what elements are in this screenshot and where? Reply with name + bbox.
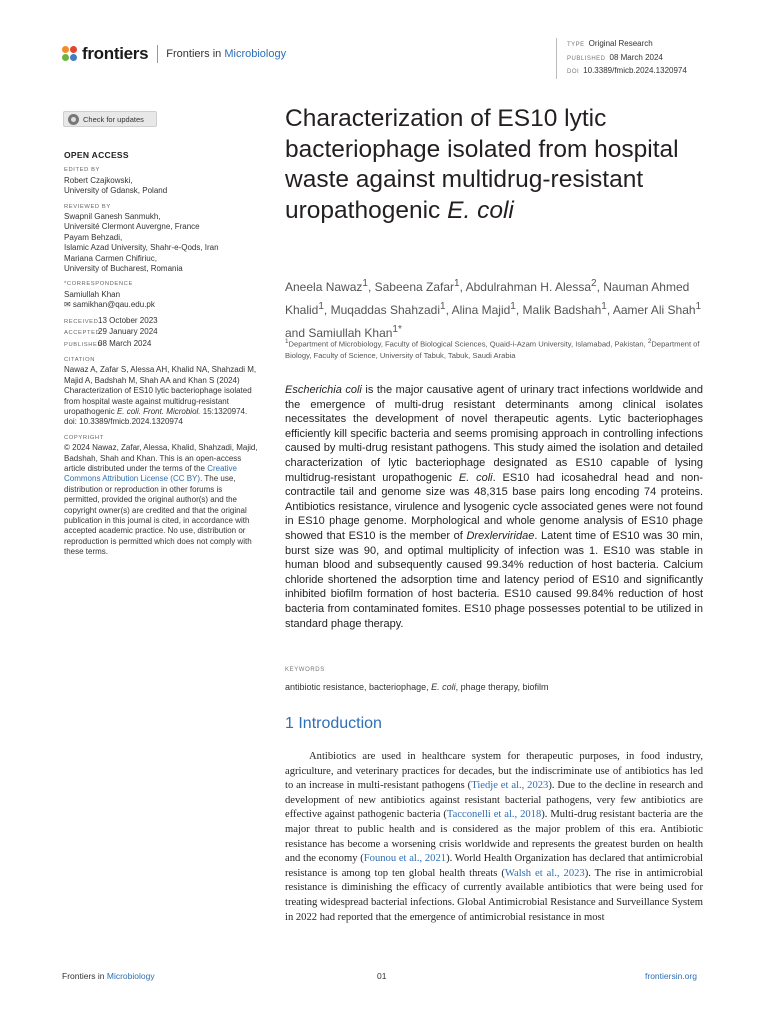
keywords: antibiotic resistance, bacteriophage, E. coli, phage therapy, biofilm bbox=[285, 682, 549, 692]
author-name[interactable]: Nauman Ahmed Khalid bbox=[285, 280, 690, 317]
article-type: Original Research bbox=[588, 39, 653, 48]
footer-site-link[interactable]: frontiersin.org bbox=[645, 971, 697, 981]
author-name[interactable]: Aamer Ali Shah bbox=[612, 303, 696, 317]
ref-link[interactable]: Tiedje et al., 2023 bbox=[471, 780, 549, 792]
author-name[interactable]: Aneela Nawaz bbox=[285, 280, 363, 294]
ref-link[interactable]: Tacconelli et al., 2018 bbox=[446, 809, 542, 821]
author-name[interactable]: Alina Majid bbox=[451, 303, 511, 317]
open-access-label: OPEN ACCESS bbox=[64, 150, 129, 160]
cc-license-link[interactable]: Creative Commons Attribution License (CC BY) bbox=[64, 463, 237, 484]
author-name[interactable]: Sabeena Zafar bbox=[374, 280, 455, 294]
citation-doi[interactable]: doi: 10.3389/fmicb.2024.1320974 bbox=[64, 417, 183, 427]
ref-link[interactable]: Founou et al., 2021 bbox=[363, 853, 447, 865]
section-heading-introduction: 1 Introduction bbox=[285, 715, 382, 732]
frontiers-logo-icon bbox=[62, 46, 78, 62]
abstract: Escherichia coli is the major causative agent of urinary tract infections worldwide and the emergence of multi-drug resistant determinants among clinical isolates necessitates the development of novel therapeutic agents. Lytic bacteriophages efficiently kill specific bacteria and seems promising approach in controlling infections caused by multi-drug resistant pathogens. This study aimed the isolation and detailed characterization of lytic bacteriophage designated as ES10 capable of lysing multidrug-resistant uropathogenic E. coli. ES10 had icosahedral head and non-contractile tail and genome size was 48,315 base pairs long encoding 74 proteins. Antibiotics resistance, virulence and lysogenic cycle associated genes were not found in ES10 phage genome. Morphological and whole genome analysis of ES10 phage showed that ES10 is the member of Drexlerviridae. Latent time of ES10 was 30 min, burst size was 90, and optimal multiplicity of infection was 1. ES10 was stable in human blood and subsequently caused 99.34% reduction of host bacteria. Calcium chloride shortened the adsorption time and latency period of ES10 and significantly inhibited biofilm formation of host bacteria. ES10 caused 99.84% reduction of host bacteria from contaminated fomites. ES10 phage possesses potential to be utilized in standard phage therapy. bbox=[285, 384, 704, 630]
article-meta: TYPE Original Research PUBLISHED 08 March 2024 DOI 10.3389/fmicb.2024.1320974 bbox=[556, 38, 687, 79]
author-name[interactable]: Malik Badshah bbox=[522, 303, 602, 317]
article-title: Characterization of ES10 lytic bacteriophage isolated from hospital waste against multidrug-resistant uropathogenic E. coli bbox=[285, 105, 679, 224]
footer-journal[interactable]: Frontiers in Microbiology bbox=[62, 971, 155, 981]
author-name[interactable]: Abdulrahman H. Alessa bbox=[465, 280, 591, 294]
brand-header bbox=[62, 44, 286, 64]
update-icon bbox=[68, 114, 79, 125]
sidebar bbox=[64, 150, 260, 563]
doi-link[interactable]: 10.3389/fmicb.2024.1320974 bbox=[583, 66, 687, 75]
reviewed-by: REVIEWED BY Swapnil Ganesh Sanmukh, Université Clermont Auvergne, France Payam Behzadi, Islamic Azad University, Shahr-e-Qods, Iran Mariana Carmen Chifiriuc, University of Bucharest, Romania bbox=[64, 203, 219, 274]
affiliations: $^1$Department of Microbiology, Faculty of Biological Sciences, Quaid-i-Azam University, Islamabad, Pakistan, $^2$Department of Biology, Faculty of Science, University of Tabuk, Tabuk, Saudi Arabia bbox=[285, 338, 700, 360]
citation: CITATION Nawaz A, Zafar S, Alessa AH, Khalid NA, Shahzadi M, Majid A, Badshah M, Shah AA and Khan S (2024) Characterization of ES10 lytic bacteriophage isolated from hospital waste against multidrug-resistant uropathogenic E. coli. Front. Microbiol. 15:1320974. doi: 10.3389/fmicb.2024.1320974 bbox=[64, 355, 260, 428]
correspondence: *CORRESPONDENCE Samiullah Khan ✉ samikhan@qau.edu.pk bbox=[64, 279, 260, 310]
introduction-text: Antibiotics are used in healthcare system for therapeutic purposes, in food industry, agriculture, and veterinary practices for decades, but the indiscriminate use of antibiotics has led to an increase in multi-resistant pathogens (Tiedje et al., 2023). Due to the decline in research and development of new antibiotics against resistant bacterial pathogens, very few antibiotics are effective against pathogenic bacteria (Tacconelli et al., 2018). Multi-drug resistant bacteria are the major threat to public health and is considered as the major problem of this era. Antibiotic resistance has become a worsening crisis worldwide and represents the greatest burden on health and the economy (Founou et al., 2021). World Health Organization has declared that antimicrobial resistance is among top ten global health threats (Walsh et al., 2023). The rise in antimicrobial resistance is diminishing the efficacy of currently available antibiotics that were being used for treating widespread bacterial infections. Global Antimicrobial Resistance and Surveillance System in 2022 had reported that the emergence of antimicrobial resistance in most bbox=[285, 751, 704, 923]
ref-link[interactable]: Walsh et al., 2023 bbox=[504, 867, 585, 879]
page-number: 01 bbox=[377, 971, 387, 981]
logo-wordmark: frontiers bbox=[82, 44, 149, 63]
email-link[interactable]: ✉ samikhan@qau.edu.pk bbox=[64, 300, 155, 310]
published-date: 08 March 2024 bbox=[609, 52, 663, 62]
author-name[interactable]: Samiullah Khan bbox=[308, 326, 393, 340]
author-list: Aneela Nawaz$^1$, Sabeena Zafar$^1$, Abdulrahman H. Alessa$^2$, Nauman Ahmed Khalid$^1$, Muqaddas Shahzadi$^1$, Alina Majid$^1$, Malik Badshah$^1$, Aamer Ali Shah$^1$ and Samiullah Khan$^{1*}$ bbox=[285, 278, 702, 340]
edited-by: EDITED BY Robert Czajkowski, University of Gdansk, Poland bbox=[64, 167, 168, 196]
author-name[interactable]: Muqaddas Shahzadi bbox=[330, 303, 441, 317]
check-updates-button[interactable]: Check for updates bbox=[63, 111, 157, 127]
copyright: COPYRIGHT © 2024 Nawaz, Zafar, Alessa, Khalid, Shahzadi, Majid, Badshah, Shah and Khan. This is an open-access article distributed under the terms of the Creative Commons Attribution License (CC BY). The use, distribution or reproduction in other forums is permitted, provided the original author(s) and the copyright owner(s) are credited and that the original publication in this journal is cited, in accordance with accepted academic practice. No use, distribution or reproduction is permitted which does not comply with these terms. bbox=[64, 434, 258, 557]
keywords-label: KEYWORDS bbox=[285, 667, 325, 673]
journal-name[interactable]: Frontiers in Microbiology bbox=[166, 48, 287, 60]
dates: RECEIVED13 October 2023 ACCEPTED29 January 2024 PUBLISHED08 March 2024 bbox=[64, 315, 158, 348]
brand-divider bbox=[157, 45, 158, 63]
